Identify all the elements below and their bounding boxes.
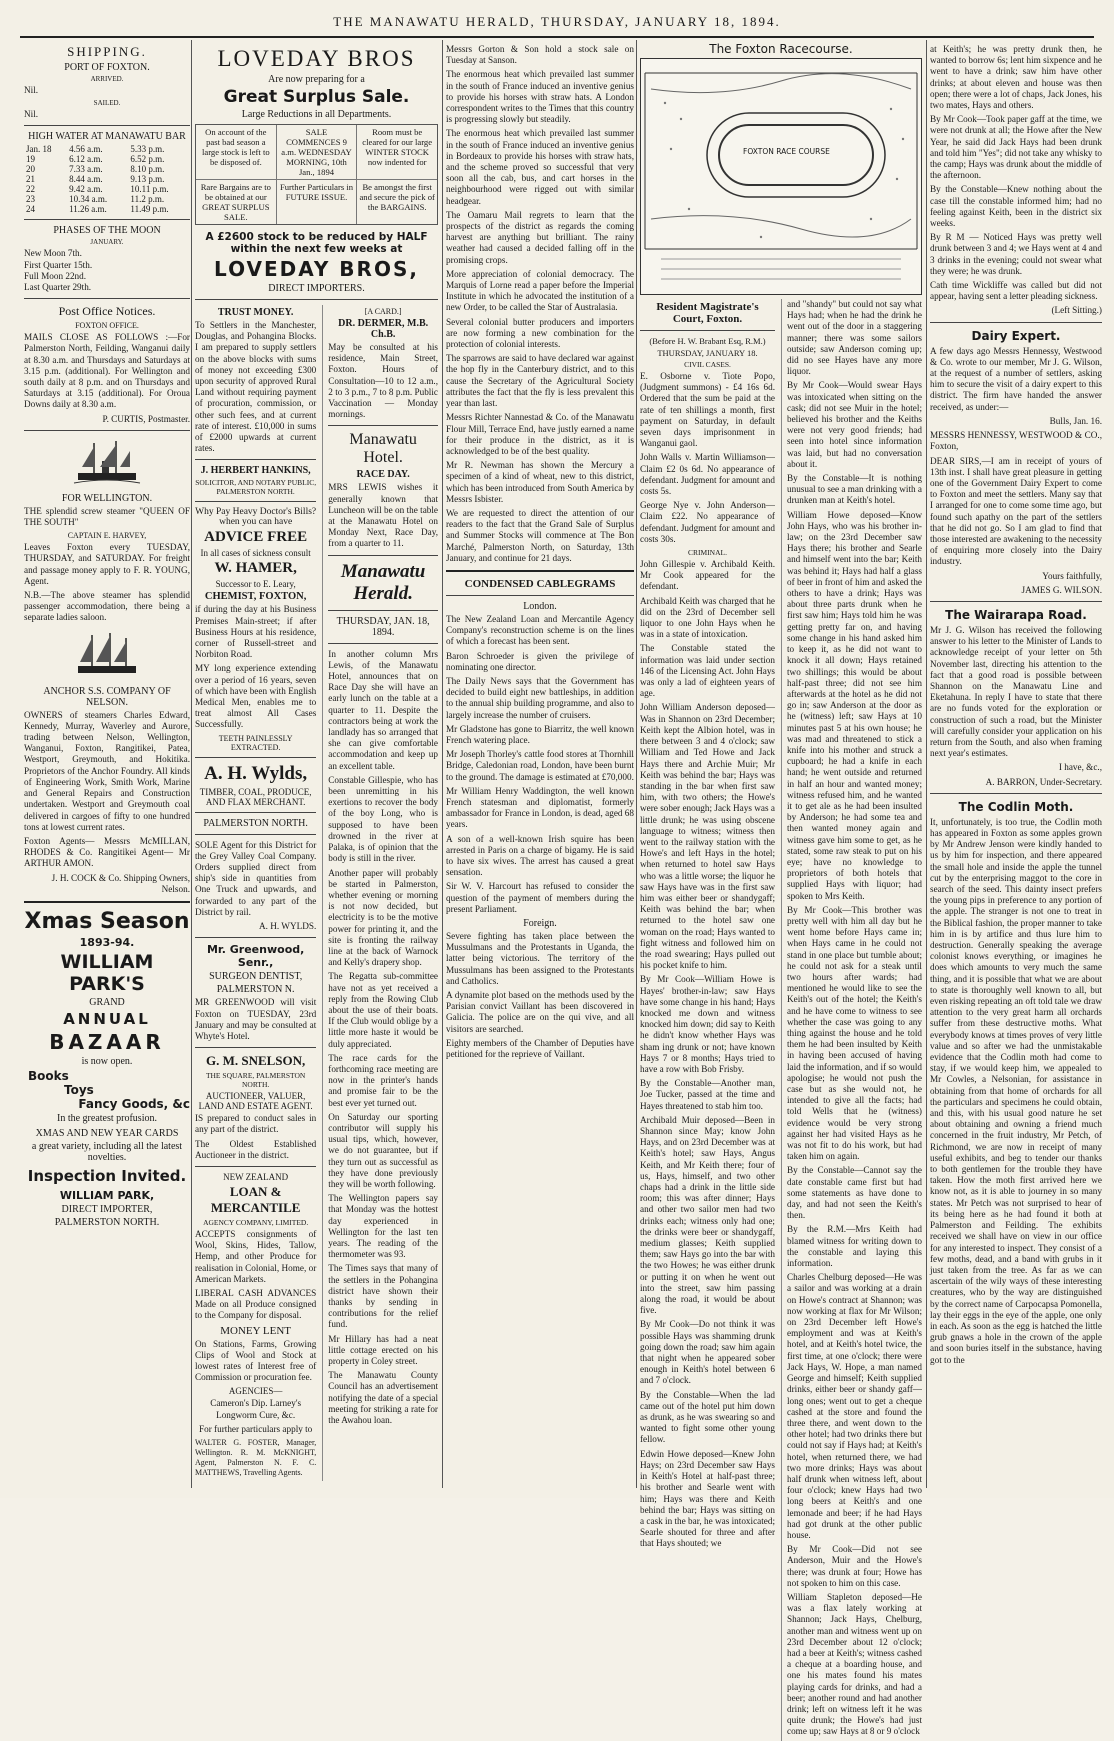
- experience-text: MY long experience extending over a period of 16 years, seven of which have been with English Medical Men, enables me to treat almost All Cases Successfully.: [195, 663, 317, 730]
- leaves-text: Leaves Foxton every TUESDAY, THURSDAY, and SATURDAY. For freight and passage money apply to F. R. YOUNG, Agent.: [24, 542, 190, 586]
- masthead: THE MANAWATU HERALD, THURSDAY, JANUARY 18, 1894.: [20, 14, 1094, 38]
- court-sub-column-2: [781, 299, 922, 1741]
- nb-text: N.B.—The above steamer has splendid passenger accommodation, there being a separate ladies saloon.: [24, 590, 190, 623]
- court-paragraph: By the Constable—Knew nothing about the case till the constable informed him; had no feeling against Keith, been in the district six weeks.: [930, 184, 1102, 229]
- racecourse-heading: The Foxton Racecourse.: [709, 42, 853, 56]
- park-town: PALMERSTON NORTH.: [54, 1216, 160, 1228]
- racecourse-map: [640, 58, 922, 295]
- court-paragraph: Archibald Muir deposed—Been in Shannon since May; know John Hays, and on 23rd December was at Keith's hotel; saw Hays, Angus Keith, and Mr Keith there; four of us, Hays, himself, and two other chaps had a drink in the little side room; this was after dinner; Hays and other two sailor men had two drinks each; witness only had one; the drinks were beer or shandygaff, medium glasses; Keith supplied them; saw Hays go into the bar with the two Howes; he was either drunk or putting it on when he went out into the street, saw him passing along the road, it would be about five.: [640, 1114, 775, 1316]
- court-paragraph: William Stapleton deposed—He was a flax lately working at Shannon; Jack Hays, Chelburg, another man and witness went up on 23rd December about 12 o'clock; had a beer at Keith's; witness cashed a cheque at a boarding house, and one his mates found his mates playing cards for drinks, and had a beer; another round and had another drink; left on witness left it he was quite drunk; the Howe's had just come up; saw Hays at 8 or 9 o'clock: [787, 1591, 922, 1737]
- profusion-label: In the greatest profusion.: [57, 1112, 157, 1124]
- dip-text: Cameron's Dip. Larney's Longworm Cure, &c.: [210, 1398, 302, 1420]
- bazaar-label: BAZAAR: [49, 1029, 165, 1054]
- cable-paragraph: Eighty members of the Chamber of Deputies have petitioned for the reprieve of Vaillant.: [446, 1037, 634, 1060]
- importer-label: DIRECT IMPORTER,: [61, 1203, 153, 1215]
- wairarapa-heading: The Wairarapa Road.: [945, 607, 1087, 622]
- port-heading: PORT OF FOXTON.: [64, 62, 150, 73]
- court-paragraph: Archibald Keith was charged that he did on the 23rd of December sell liquor to one John Hays when he was in a state of intoxication.: [640, 595, 775, 640]
- hamer-text: if during the day at his Business Premises Main-street; if after Business Hours at his residence, corner of Russell-street and Norbiton Road.: [195, 604, 317, 660]
- william-park-heading: WILLIAM PARK'S: [60, 950, 154, 995]
- court-paragraph: at Keith's; he was pretty drunk then, he wanted to borrow 6s; lent him sixpence and he went to have a drink; saw him have other drinks; at about eleven and house was then open; there were a lot of chaps, Jack Jones, his two mates, Hays and others.: [930, 44, 1102, 111]
- lewis-text: MRS LEWIS wishes it generally known that Luncheon will be on the table at the Manawatu Hotel on Monday Next, Race Day, from a quarter to 11.: [328, 482, 438, 549]
- cable-paragraph: Sir W. V. Harcourt has refused to consider the question of the payment of members during the present Parliament.: [446, 881, 634, 914]
- dentist-text: MR GREENWOOD will visit Foxton on TUESDAY, 23rd January and may be consulted at Whyte's Hotel.: [195, 997, 317, 1041]
- court-date: THURSDAY, JANUARY 18.: [657, 348, 758, 358]
- moon-phase: Full Moon 22nd.: [24, 270, 87, 281]
- oldest-text: The Oldest Established Auctioneer in the district.: [195, 1138, 317, 1160]
- table-row: 22 9.42 a.m. 10.11 p.m.: [26, 184, 169, 195]
- teeth-label: TEETH PAINLESSLY EXTRACTED.: [218, 733, 293, 752]
- codlin-heading: The Codlin Moth.: [958, 799, 1074, 814]
- race-day-label: RACE DAY.: [356, 469, 410, 481]
- news-paragraph: Mr Hillary has had a neat little cottage erected on his property in Coley street.: [328, 1333, 438, 1367]
- court-paragraph: John Walls v. Martin Williamson—Claim £2 0s 6d. No appearance of defendant. Judgment for amount and costs 5s.: [640, 452, 775, 497]
- news-paragraph: Constable Gillespie, who has been unremitting in his exertions to recover the body of the boy Long, who is supposed to have been drowned in the river at Palaka, is of opinion that the body is still in the river.: [328, 774, 438, 864]
- column-2: [195, 40, 438, 1488]
- court-paragraph: E. Osborne v. Tiote Popo, (Judgment summons) - £4 16s 6d. Ordered that the sum be paid at the rate of ten shillings a month, first payment on Saturday, in default seven days imprisonment in Wanganui gaol.: [640, 371, 775, 449]
- wylds-sub: TIMBER, COAL, PRODUCE, AND FLAX MERCHANT.: [199, 786, 312, 807]
- cablegrams-heading: CONDENSED CABLEGRAMS: [464, 577, 616, 590]
- court-paragraph: John Gillespie v. Archibald Keith. Mr Cook appeared for the defendant.: [640, 559, 775, 592]
- inspection-label: Inspection Invited.: [27, 1166, 187, 1185]
- map-label: FOXTON RACE COURSE: [743, 147, 830, 156]
- court-paragraph: Edwin Howe deposed—Knew John Hays; on 23rd December saw Hays in Keith's Hotel at half-past three; his brother and Searle went with him; Hays was there and Keith behind the bar; Hays was sitting on a cask in the bar, he was intoxicated; Searle shouted for three and after that Hays shouted; we: [640, 1448, 775, 1549]
- grand-label: GRAND: [89, 996, 125, 1008]
- issue-date: THURSDAY, JAN. 18, 1894.: [336, 615, 430, 638]
- xmas-cards-label: XMAS AND NEW YEAR CARDS: [35, 1127, 179, 1139]
- court-paragraph: By Mr Cook—Took paper gaff at the time, we were not drunk at all; the Howe after the New Year, he said did Jack Hays had been drunk and told him "Yes"; did not take any whisky to the camp; Hays was drunk about the middle of the afternoon.: [930, 114, 1102, 181]
- loan-heading: LOAN & MERCANTILE: [210, 1183, 301, 1215]
- news-paragraph: The Times says that many of the settlers in the Pohangina district have shown their thanks by sending in contributions for the relief fund.: [328, 1263, 438, 1330]
- chemist-label: CHEMIST, FOXTON,: [204, 591, 307, 603]
- ship-icon: [72, 437, 142, 487]
- news-paragraph: We are requested to direct the attention of our readers to the fact that the Grand Sale of Surplus and Summer Stocks will commence at The Bon Marché, Palmerston North, on Saturday, 13th January, and continue for 21 days.: [446, 507, 634, 563]
- toys-label: Toys: [64, 1082, 94, 1097]
- court-paragraph: By Mr Cook—Did not see Anderson, Muir and the Howe's there; was drunk at four; Howe has not spoken to him on this case.: [787, 1544, 922, 1588]
- sale-box: Room must be cleared for our large WINTER STOCK now indented for: [362, 127, 433, 167]
- news-paragraph: The sparrows are said to have declared war against the hop fly in the Canterbury district, and to this cause the Secretary of the Agricultural Society attributes the fact that the fly is less prevalent this year than last.: [446, 353, 634, 409]
- table-row: 19 6.12 a.m. 6.52 p.m.: [26, 154, 165, 165]
- sale-box: SALE COMMENCES 9 a.m. WEDNESDAY MORNING, 10th Jan., 1894: [276, 125, 358, 179]
- letter-place: Bulls, Jan. 16.: [1049, 415, 1102, 426]
- hankins-heading: J. HERBERT HANKINS,: [200, 465, 311, 477]
- variety-label: a great variety, including all the latest novelties.: [31, 1140, 183, 1163]
- letter-closing: Yours faithfully,: [1042, 570, 1102, 581]
- news-paragraph: The Manawatu County Council has an advertisement notifying the date of a special meeting for striking a rate for the Awahou loan.: [328, 1370, 438, 1426]
- letter-paragraph: DEAR SIRS,—I am in receipt of yours of 13th inst. I shall have great pleasure in getting one of the Government Dairy Expert to come to Foxton and meet the settlers. Many say that I arranged for one to come some time ago, but found such apathy on the part of the settlers that he did not go. So I am glad to find that those interested are awakening to the necessity of enquiring more closely into the Dairy industry.: [930, 455, 1102, 567]
- doctor-bills: Why Pay Heavy Doctor's Bills? when you can have: [195, 507, 317, 528]
- post-office-text: MAILS CLOSE AS FOLLOWS :—For Palmerston North, Feilding, Wanganui daily at 8.30 a.m. and Thursdays and Saturdays at 3.15 p.m. (additional). For Wellington and south daily at 8 p.m. and on Thursdays and Saturdays at 3.15 (additional). For Oroua Downs daily at 8.30 a.m.: [24, 332, 190, 410]
- trust-money-text: To Settlers in the Manchester, Douglas, and Pohangina Blocks. I am prepared to supply settlers on the above blocks with sums of money not exceeding £300 upon security of approved Rural Land without requiring payment of procuration, commission, or other such fees, and at current rate of interest. £10,000 in sums of £2000 upwards at current rates.: [195, 320, 317, 454]
- shipping-heading: SHIPPING.: [67, 44, 147, 59]
- high-water-heading: HIGH WATER AT MANAWATU BAR: [28, 131, 186, 143]
- cable-paragraph: Mr Joseph Thorley's cattle food stores at Thornhill Bridge, Caledonian road, London, have been burnt to the ground. The damage is estimated at £70,000.: [446, 749, 634, 782]
- left-sitting: (Left Sitting.): [1051, 305, 1102, 316]
- cable-paragraph: A dynamite plot based on the methods used by the Parisian convict Vaillant has been discovered in Galicia. The police are on the qui vive, and all visitors are searched.: [446, 990, 634, 1034]
- codlin-paragraph: It, unfortunately, is too true, the Codlin moth has appeared in Foxton as some apples grown by Mr Andrew Jenson were kindly handed to us by him for inspection, and there appeared the small hole and inside the apple the tunnel cut by the enterprising maggot to the core in search of the seed. This dainty insect prefers the young pips in preference to any portion of the apple. The stranger is not one to treat in the Biblical fashion, the proper manner to take him in is by artifice and thus lure him to destruction. Generally speaking the average colonist knows everything, or imagines he does which amounts to very much the same thing, and it is possible that what we are about to state is thoroughly well known to all, but even risking repeating an oft told tale we draw attention to the very great harm all orchards suffer from these destructive moths. What everybody knows at times proves of very little value and so after we had the unmistakable evidence that the Codlin moth had come to stay, if we would keep him, we appealed to Mr Cowles, a Nelsonian, for assistance in obtaining from that home of orchards for all the particulars and specimens he could obtain, and this, with his usual good nature he set about obtaining and owning a friend much concerned in the fruit industry, Mr Petch, of Richmond, we are now in receipt of many useful exhibits, and beg to tender our thanks to both gentlemen for the trouble they have taken. How the moth first arrived here we know not, as it is able to journey in so many states. Mr Petch was not surprised to hear of its being here as he had found it both at Palmerston and Feilding. The exhibits received we shall have on view in our office for any interested to inspect. They consist of a few moths, dead, and a band with grubs in it just taken from the tree. As far as we can ascertain of the wily ways of these interesting creatures, who by the way are distinguished by the correct name of Carpocapsa Pomonella, lay their eggs in the eye of the apple, one only in each. As soon as the egg is hatched the little grub gnaws a hole in the crown of the apple and soon buries itself in the substance, having got to the: [930, 816, 1102, 1365]
- sale-box: Rare Bargains are to be obtained at our GREAT SURPLUS SALE.: [200, 182, 271, 222]
- sailed-value: Nil.: [24, 109, 39, 120]
- court-paragraph: and "shandy" but could not say what Hays had; when he had the drink he went out of the door in a staggering manner; there was some sailors outside; saw Anderson coming up; did no see Hayes have any more liquor.: [787, 299, 922, 377]
- post-office-heading: Post Office Notices.: [58, 304, 156, 319]
- left-sub-column: [195, 305, 316, 1481]
- anchor-heading: ANCHOR S.S. COMPANY OF NELSON.: [43, 685, 171, 708]
- cable-paragraph: Severe fighting has taken place between the Mussulmans and the Protestants in Uganda, the latter being victorious. The territory of the Mussulmans has been assigned to the Protestants and Catholics.: [446, 931, 634, 986]
- court-paragraph: George Nye v. John Anderson—Claim £22. No appearance of defendant. Judgment for amount and costs 30s.: [640, 500, 775, 544]
- right-sub-column: [322, 305, 438, 1481]
- news-paragraph: Another paper will probably be started in Palmerston, whether evening or morning is not now decided, but electricity is to be the motive power for printing it, and the site is fronting the railway line at the back of Warnock and Kelly's drapery shop.: [328, 867, 438, 968]
- agencies-label: AGENCIES—: [228, 1386, 283, 1397]
- column-rule: [926, 40, 927, 1488]
- open-label: is now open.: [81, 1055, 133, 1067]
- hankins-sub: SOLICITOR, AND NOTARY PUBLIC, PALMERSTON NORTH.: [195, 478, 317, 497]
- palmerston-label: PALMERSTON NORTH.: [203, 817, 308, 829]
- column-1: [24, 40, 190, 1488]
- ship-icon: [72, 630, 142, 680]
- dentist-town: PALMERSTON N.: [216, 984, 295, 996]
- anchor-sign: J. H. COCK & Co. Shipping Owners, Nelson.: [51, 872, 190, 894]
- table-row: Jan. 18 4.56 a.m. 5.33 p.m.: [26, 144, 165, 155]
- court-paragraph: By Mr Cook—This brother was pretty well with him all day but he went home before Hays came in; when Hays came in he could not stand in one place but tumble about; he could not ask for a steak until two hours after wards; had mentioned he would like to see the Keith's out of the hotel; the Keith's and he have come to witness to see whether the case was going to any thing against the house and he told them he had been insulted by Keith in having been accused of having laid the information, and if so would apologise; he would not push the case but as she would not, he intended to give all the facts; had told Wells that he (witness) evidence would be very strong against her had visited Hays as he was not fit to do his work, but had taken him on again.: [787, 904, 922, 1162]
- court-heading: Resident Magistrate's Court, Foxton.: [656, 301, 759, 325]
- wylds-heading: A. H. Wylds,: [204, 762, 308, 784]
- news-paragraph: More appreciation of colonial democracy. The Marquis of Lorne read a paper before the Imperial Institute in which he advocated the institution of a new Order, to be called the Star of Australasia.: [446, 268, 634, 313]
- xmas-heading: Xmas Season: [24, 908, 190, 934]
- cable-paragraph: The New Zealand Loan and Mercantile Agency Company's reconstruction scheme is on the lines of which a forecast has been sent.: [446, 613, 634, 647]
- moon-phase: First Quarter 15th.: [24, 259, 93, 270]
- auctioneer-label: AUCTIONEER, VALUER, LAND AND ESTATE AGENT.: [198, 1091, 313, 1112]
- moon-phase: Last Quarter 29th.: [24, 282, 92, 293]
- column-rule: [442, 40, 443, 1488]
- wairarapa-sign: A. BARRON, Under-Secretary.: [985, 776, 1102, 787]
- sailed-label: SAILED.: [93, 99, 121, 108]
- surplus-sale-heading: Great Surplus Sale.: [223, 87, 410, 107]
- table-row: 24 11.26 a.m. 11.49 p.m.: [26, 204, 169, 215]
- court-paragraph: The Constable stated the information was laid under section 146 of the Licensing Act. John Hays was only a lad of eighteen years of age.: [640, 643, 775, 699]
- column-3: [446, 40, 634, 1488]
- cable-paragraph: A son of a well-known Irish squire has been arrested in Paris on a charge of bigamy. He is said to have six wives. The arrest has caused a great sensation.: [446, 833, 634, 878]
- wairarapa-closing: I have, &c.,: [1058, 762, 1102, 773]
- foster-text: WALTER G. FOSTER, Manager, Wellington. R. M. McKNIGHT, Agent, Palmerston N. F. C. MATTHEWS, Travelling Agents.: [195, 1437, 317, 1477]
- dairy-heading: Dairy Expert.: [971, 328, 1061, 343]
- court-paragraph: By the Constable—When the lad came out of the hotel put him down as drunk, as he was swearing so and wanted to fight some other young fellow.: [640, 1389, 775, 1445]
- court-paragraph: William Howe deposed—Know John Hays, who was his brother in-law; on the 23rd December saw Hays there; his brother and Searle and himself went into the bar; Keith was behind it; Hays had half a glass of beer in front of him and asked the others to have a drink; Hays was about three parts drunk when he first saw him; Hays told him he was getting pretty far on, and having some change in his hand asked him to keep it, as he did not want to knock it all down; Hays retained two shillings; this would be about half-past three; did not see him afterwards at the hotel as he did not go in; saw Anderson at the door as he (witness) left; saw Hays at 10 minutes past 5 at his own house; he was mad and threatened to stick a knife into his mother and struck a cupboard; he had a knife in each hand; he went outside and returned in half an hour and wanted money; witness refused him, and he wanted it to get ale as he had been insulted by Anderson; he had some tea and then wanted money again and witness gave him some to get, as he stated, some raw steak to put on his eye; have no knowledge to proprietors of both hotels that supplied Hays with liquor; had spoken to Mrs Keith.: [787, 509, 922, 901]
- court-paragraph: By Mr Cook—Do not think it was possible Hays was shamming drunk going down the road; saw him again that night when he appeared sober enough in Keith's hotel between 6 and 7 o'clock.: [640, 1319, 775, 1386]
- news-paragraph: The race cards for the forthcoming race meeting are now in the printer's hands and promise fair to be the best ever yet turned out.: [328, 1052, 438, 1108]
- sale-box: Further Particulars in FUTURE ISSUE.: [276, 180, 358, 224]
- money-lent-heading: MONEY LENT: [220, 1324, 292, 1337]
- dentist-label: SURGEON DENTIST,: [209, 971, 303, 983]
- court-paragraph: By the R.M.—Mrs Keith had blamed witness for writing down to the constable and laying this information.: [787, 1224, 922, 1269]
- news-paragraph: The enormous heat which prevailed last summer in the south of France induced an inventive genius to provide his horses with straw hats. A London correspondent writes to the Times that this country is progressing slowly but steadily.: [446, 69, 634, 125]
- cable-paragraph: Mr Gladstone has gone to Biarritz, the well known French watering place.: [446, 723, 634, 745]
- arrived-value: Nil.: [24, 85, 39, 95]
- court-paragraph: By the Constable—It is nothing unusual to see a man drinking with a drunken man at Keith's hotel.: [787, 473, 922, 506]
- court-paragraph: John William Anderson deposed—Was in Shannon on 23rd December; Keith kept the Albion hotel, was in there between 3 and 4 o'clock; saw William and Ted Howe and Jack Hays there and Archie Muir; Mr Keith was behind the bar; Hays was standing in the bar when first saw him, with two others; the Howe's were sober enough; Jack Hays was a little drunk; he was using obscene language to witness; witness then went to the railway station with the Howe's and left Hays in the hotel; when returned to hotel saw Hays who was a little worse; the liquor he saw Hays have was in the first saw him was either beer or shandygaff; Keith was behind the bar; when returned to the hotel saw one woman on the road; Hays wanted to fight witness and followed him on the road swearing; Hays pulled out his pocket knife to him.: [640, 702, 775, 971]
- advice-free-heading: ADVICE FREE: [204, 529, 308, 546]
- steamer-text: THE splendid screw steamer "QUEEN OF THE SOUTH": [24, 505, 190, 528]
- greenwood-heading: Mr. Greenwood, Senr.,: [206, 943, 305, 970]
- court-paragraph: By the Constable—Another man, Joe Tucker, passed at the time and Hayes threatened to stab him too.: [640, 1078, 775, 1111]
- reductions-label: Large Reductions in all Departments.: [241, 109, 392, 120]
- for-wellington-heading: FOR WELLINGTON.: [61, 492, 153, 504]
- doctor-text: May be consulted at his residence, Main Street, Foxton. Hours of Consultation—10 to 12 a.m., 2 to 3 p.m., 7 to 8 p.m. Public Vaccination — Monday mornings.: [328, 342, 438, 420]
- court-paragraph: By Mr Cook—William Howe is Hayes' brother-in-law; saw Hays have some change in his hand; Hays knocked me down and witness knocked him down; did say to Keith he didn't know whether Hays was sham ing drunk or not; have known Hays 7 or 8 months; Hays tried to have a row with Bob Frisby.: [640, 974, 775, 1074]
- cable-paragraph: Baron Schroeder is given the privilege of nominating one director.: [446, 650, 634, 672]
- auction-text: IS prepared to conduct sales in any part of the district.: [195, 1113, 317, 1135]
- liberal-text: LIBERAL CASH ADVANCES Made on all Produce consigned to the Company for disposal.: [195, 1287, 317, 1321]
- books-label: Books: [28, 1068, 69, 1083]
- table-row: 23 10.34 a.m. 11.2 p.m.: [26, 194, 165, 205]
- column-rule: [191, 40, 192, 1488]
- money-text: On Stations, Farms, Growing Clips of Wool and Stock at lowest rates of Interest free of Commission or procuration fee.: [195, 1338, 317, 1383]
- racecourse-track-icon: [641, 59, 921, 292]
- loan-sub: AGENCY COMPANY, LIMITED.: [203, 1217, 309, 1227]
- news-paragraph: Mr R. Newman has shown the Mercury a specimen of a kind of wheat, new to this district, which has been introduced from South America by Messrs Isbister.: [446, 460, 634, 504]
- sole-agent-text: SOLE Agent for this District for the Grey Valley Coal Company. Orders supplied direct from ship's side in quantities from One Truck and upwards, and forwarded to any part of the District by rail.: [195, 839, 317, 917]
- foreign-heading: Foreign.: [523, 918, 557, 930]
- advice-sub: In all cases of sickness consult: [200, 548, 311, 559]
- letter-sign: JAMES G. WILSON.: [1021, 584, 1102, 595]
- court-before: (Before H. W. Brabant Esq, R.M.): [649, 336, 766, 346]
- letter-addressee: MESSRS HENNESSY, WESTWOOD & CO., Foxton,: [930, 430, 1102, 452]
- news-paragraph: In another column Mrs Lewis, of the Manawatu Hotel, announces that on Race Day she will have an early lunch on the table at a quarter to 11. Despite the contractors being at work the landlady has so arranged that she can give comfortable accommodation and keep up an excellent table.: [328, 648, 438, 771]
- wairarapa-paragraph: Mr J. G. Wilson has received the following answer to his letter to the Minister of Lands to acknowledge receipt of your letter on 5th November last, directing his attention to the fact that a good road is possible between Shannon on the Manawatu Line and Eketahuna. In reply I have to state that there are no funds voted for the exploration or construction of such a road, but the Minister will carefully consider your application on his return from the South, and also when framing next year's estimates.: [930, 624, 1102, 759]
- snelson-address: THE SQUARE, PALMERSTON NORTH.: [205, 1071, 306, 1090]
- moon-phase: New Moon 7th.: [24, 248, 82, 259]
- news-paragraph: Messrs Richter Nannestad & Co. of the Manawatu Flour Mill, Terrace End, have justly earned a name for their produce in the district, as it is acknowledged to be of the best quality.: [446, 412, 634, 456]
- loveday-heading: LOVEDAY BROS: [217, 46, 416, 71]
- nz-label: NEW ZEALAND: [223, 1171, 289, 1182]
- moon-month: JANUARY.: [90, 238, 124, 247]
- card-label: [A CARD.]: [364, 307, 402, 316]
- wylds-sign: A. H. WYLDS.: [259, 921, 317, 932]
- column-rule: [636, 40, 637, 1488]
- post-office-sign: P. CURTIS, Postmaster.: [102, 413, 190, 424]
- court-paragraph: Cath time Wickliffe was called but did not appear, having sent a letter pleading sickness.: [930, 280, 1102, 302]
- news-paragraph: The Regatta sub-committee have not as yet received a reply from the Rowing Club about the use of their boats. If the Club would oblige by a little more haste it would be duly appreciated.: [328, 971, 438, 1049]
- william-park-name: WILLIAM PARK,: [59, 1188, 155, 1202]
- news-paragraph: The enormous heat which prevailed last summer in the south of France induced an inventive genius in Bordeaux to provide his horses with straw hats, and the scheme proved so successful that very soon all the cab, bus, and cart horses in the neighbourhood were rigged out with similar headgear.: [446, 128, 634, 206]
- loan-text: ACCEPTS consignments of Wool, Skins, Hides, Tallow, Hemp, and other Produce for realisation in Colonial, Home, or American Markets.: [195, 1228, 317, 1284]
- column-4: [640, 40, 922, 1737]
- arrived-label: ARRIVED.: [90, 75, 124, 83]
- annual-label: ANNUAL: [63, 1009, 151, 1028]
- xmas-year: 1893-94.: [79, 935, 135, 949]
- further-text: For further particulars apply to: [199, 1423, 313, 1434]
- sale-box: Be amongst the first and secure the pick of the BARGAINS.: [359, 182, 435, 212]
- news-paragraph: Several colonial butter producers and importers are now forming a new combination for the protection of colonial interests.: [446, 316, 634, 350]
- court-paragraph: By Mr Cook—Would swear Hays was intoxicated when sitting on the cask; did not see Muir in the hotel; believed his brother and the Keiths were not very good friends; had seen into hotel since information was laid, but had no conversation about it.: [787, 380, 922, 469]
- table-row: 20 7.33 a.m. 8.10 p.m.: [26, 164, 165, 175]
- news-paragraph: On Saturday our sporting contributor will supply his usual tips, which, however, we do not guarantee, but if they turn out as successful as they have done previously they will be worth following.: [328, 1111, 438, 1189]
- snelson-heading: G. M. SNELSON,: [205, 1053, 306, 1069]
- post-office-sub: FOXTON OFFICE.: [75, 321, 139, 331]
- criminal-heading: CRIMINAL.: [688, 548, 727, 558]
- importers-label: DIRECT IMPORTERS.: [268, 283, 365, 294]
- news-paragraph: The Oamaru Mail regrets to learn that the prospects of the district as regards the coming harvest are anything but brilliant. The rainy weather had caused a decided falling off in the promising crops.: [446, 209, 634, 265]
- column-5: [930, 40, 1102, 1488]
- anchor-agents: Foxton Agents— Messrs McMILLAN, RHODES & Co. Rangitikei Agent— Mr ARTHUR AMON.: [24, 835, 190, 869]
- loveday-preparing: Are now preparing for a: [268, 74, 365, 85]
- reduced-label: A £2600 stock to be reduced by HALF within the next few weeks at: [205, 231, 428, 255]
- hamer-sub: Successor to E. Leary,: [215, 579, 296, 590]
- fancy-goods-label: Fancy Goods, &c: [78, 1096, 190, 1111]
- court-paragraph: Charles Chelburg deposed—He was a sailor and was working at a drain on Howe's contract at Shannon; was now working at flax for Mr Wilson; on 23rd December left Howe's employment and was at Keith's hotel, and at Keith's hotel twice, the first time, at one o'clock; there were Jack Hays, W. Hope, a man named George and himself; Keith supplied drinks, either beer or shandy gaff—long ones; went out to get a cheque cashed at the store and found the three there, and went down to the other hotel; had two drinks there but could not say if Hays had; at Keith's hotel, when returned there, we had two more drinks; Hays was about half drunk when witness left, about four o'clock; knew Hays had two long beers at Keith's and one lemonade and beer; if he had Hays had got drunk at the other public house.: [787, 1272, 922, 1540]
- loveday-heading-2: LOVEDAY BROS,: [214, 257, 419, 281]
- hamer-heading: W. HAMER,: [214, 560, 297, 577]
- hotel-heading: Manawatu Hotel.: [349, 431, 417, 467]
- captain: CAPTAIN E. HARVEY,: [67, 531, 147, 541]
- anchor-text: OWNERS of steamers Charles Edward, Kennedy, Murray, Waverley and Aurore, trading between Nelson, Wellington, Wanganui, Foxton, Rangitikei, Patea, Westport, Greymouth, and Hokitika. Proprietors of the Anchor Foundry. All kinds of Engineering Work, Smith Work, Marine and General Repairs and Construction undertaken. Westport and Greymouth coal delivered in cargoes of fifty to one hundred tons at lowest current rates.: [24, 709, 190, 832]
- court-paragraph: By the Constable—Cannot say the date constable came first but had some statements as have done to day, and had not seen the Keith's then.: [787, 1165, 922, 1221]
- news-paragraph: The Wellington papers say that Monday was the hottest day experienced in Wellington for the last ten years. The reading of the thermometer was 93.: [328, 1193, 438, 1260]
- cable-paragraph: Mr William Henry Waddington, the well known French statesman and diplomatist, formerly ambassador for France in London, is dead, aged 68 years.: [446, 785, 634, 830]
- trust-money-heading: TRUST MONEY.: [217, 307, 294, 318]
- dairy-paragraph: A few days ago Messrs Hennessy, Westwood & Co. wrote to our member, Mr J. G. Wilson, at the request of a number of settlers, asking him to secure the visit of a dairy expert to this district. The firm have handed the answer received, as under:—: [930, 345, 1102, 412]
- court-sub-column-1: [640, 299, 775, 1741]
- sale-box: On account of the past bad season a large stock is left to be disposed of.: [202, 127, 270, 167]
- news-paragraph: Messrs Gorton & Son hold a stock sale on Tuesday at Sanson.: [446, 44, 634, 66]
- london-heading: London.: [523, 600, 557, 612]
- tide-table: [24, 144, 190, 214]
- doctor-heading: DR. DERMER, M.B. Ch.B.: [338, 318, 429, 340]
- herald-heading: Manawatu Herald.: [340, 560, 426, 604]
- cable-paragraph: The Daily News says that the Government has decided to build eight new battleships, in addition to the annual ship building programme, and also to largely increase the number of cruisers.: [446, 675, 634, 720]
- moon-heading: PHASES OF THE MOON: [53, 225, 161, 237]
- table-row: 21 8.44 a.m. 9.13 p.m.: [26, 174, 165, 185]
- civil-heading: CIVIL CASES.: [684, 360, 731, 369]
- court-paragraph: By R M — Noticed Hays was pretty well drunk between 3 and 4; we Hays went at 4 and 3 drinks in the evening; could not swear what they were; he was drunk.: [930, 232, 1102, 276]
